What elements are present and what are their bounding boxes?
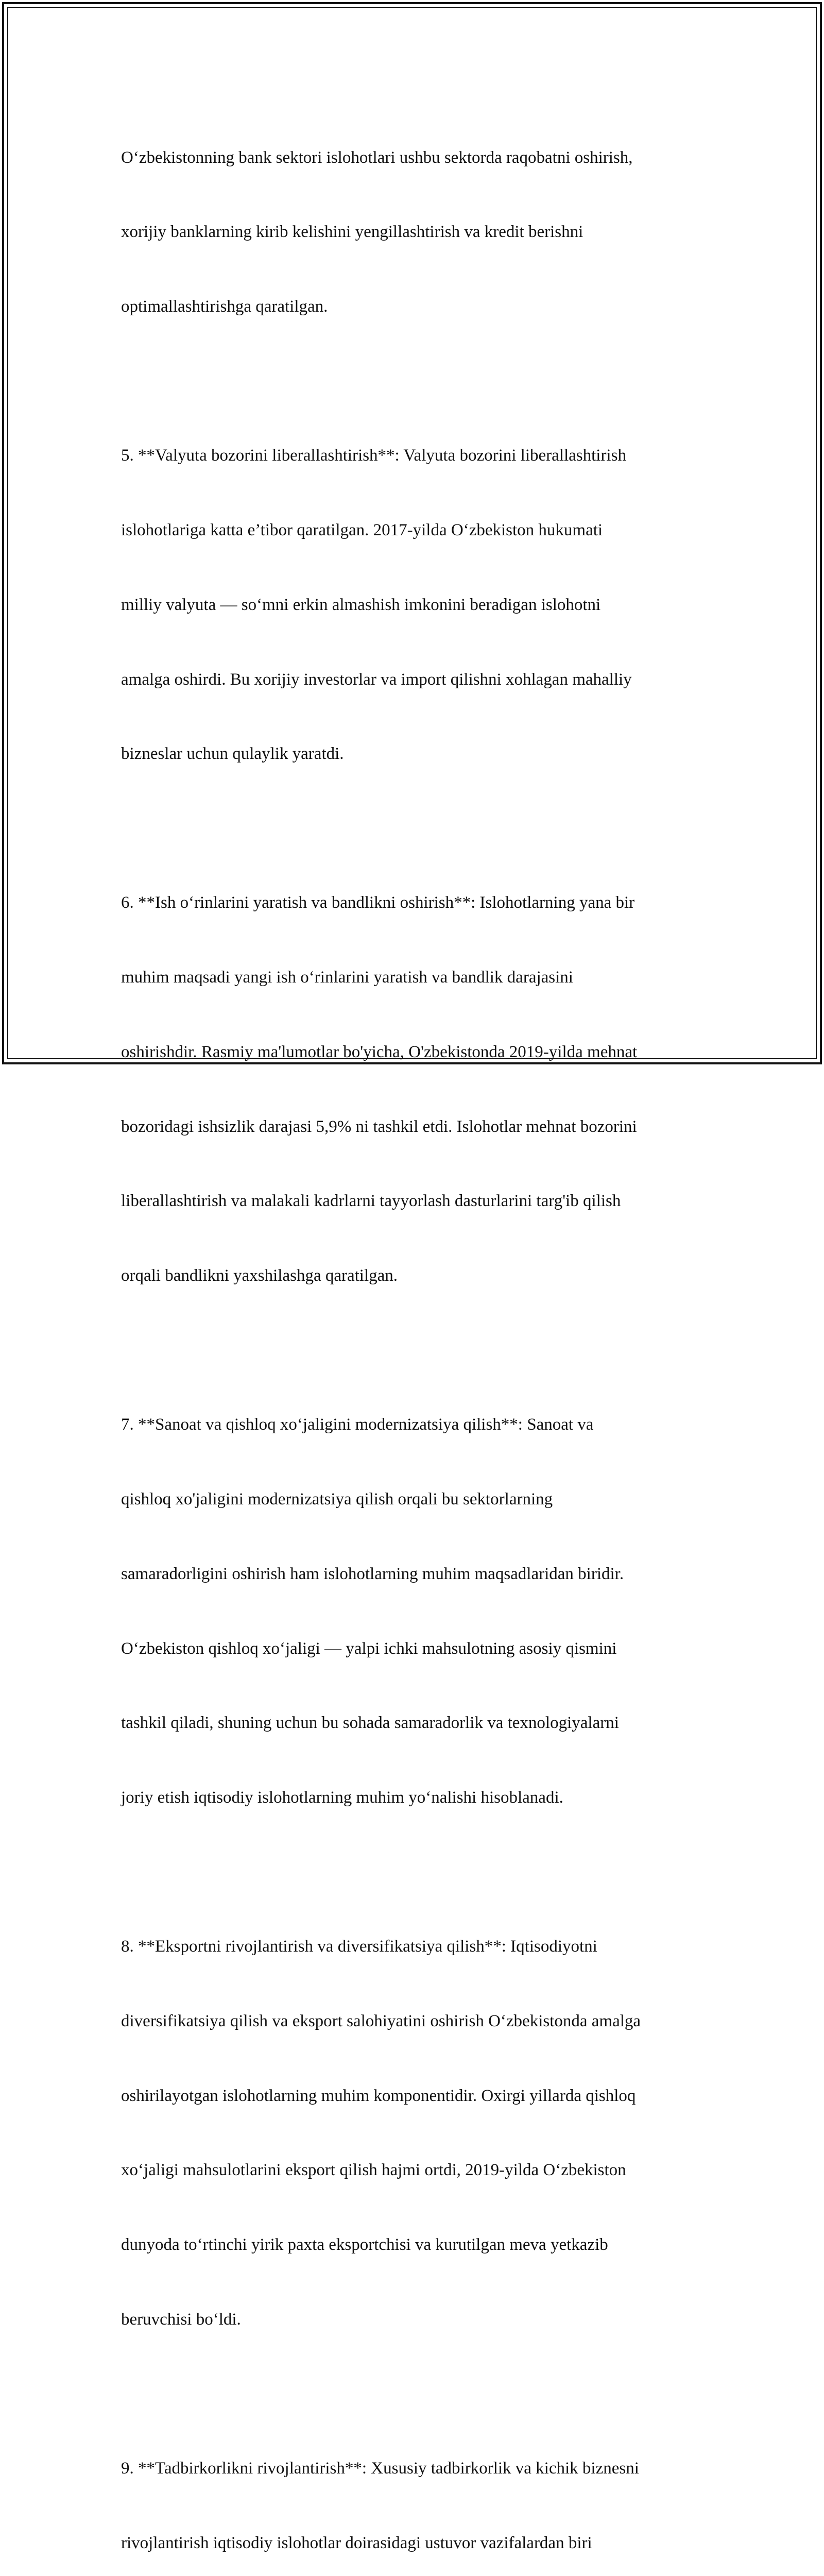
- text-line: O‘zbekistonning bank sektori islohotlari ushbu sektorda raqobatni oshirish,: [121, 148, 633, 167]
- paragraph-bank-sector: [121, 95, 700, 369]
- text-line: 5. **Valyuta bozorini liberallashtirish**: Valyuta bozorini liberallashtirish: [121, 446, 626, 465]
- text-line: samaradorligini oshirish ham islohotlarning muhim maqsadlaridan biridir.: [121, 1564, 624, 1583]
- document-body: [121, 95, 700, 2576]
- text-line: 8. **Eksportni rivojlantirish va diversifikatsiya qilish**: Iqtisodiyotni: [121, 1937, 597, 1956]
- text-line: islohotlariga katta e’tibor qaratilgan. 2017-yilda O‘zbekiston hukumati: [121, 520, 603, 539]
- paragraph-export: [121, 1884, 700, 2382]
- text-line: bizneslar uchun qulaylik yaratdi.: [121, 744, 344, 764]
- paragraph-entrepreneurship: [121, 2406, 700, 2576]
- text-line: joriy etish iqtisodiy islohotlarning muhim yo‘nalishi hisoblanadi.: [121, 1788, 563, 1807]
- text-line: liberallashtirish va malakali kadrlarni tayyorlash dasturlarini targ'ib qilish: [121, 1192, 621, 1211]
- text-line: orqali bandlikni yaxshilashga qaratilgan.: [121, 1266, 398, 1285]
- text-line: 6. **Ish o‘rinlarini yaratish va bandlikni oshirish**: Islohotlarning yana bir: [121, 893, 635, 912]
- text-line: 9. **Tadbirkorlikni rivojlantirish**: Xususiy tadbirkorlik va kichik biznesni: [121, 2459, 639, 2478]
- paragraph-employment: [121, 840, 700, 1338]
- text-line: xo‘jaligi mahsulotlarini eksport qilish hajmi ortdi, 2019-yilda O‘zbekiston: [121, 2161, 626, 2180]
- text-line: 7. **Sanoat va qishloq xo‘jaligini modernizatsiya qilish**: Sanoat va: [121, 1415, 594, 1434]
- text-line: xorijiy banklarning kirib kelishini yengillashtirish va kredit berishni: [121, 223, 583, 242]
- text-line: muhim maqsadi yangi ish o‘rinlarini yaratish va bandlik darajasini: [121, 968, 573, 987]
- text-line: optimallashtirishga qaratilgan.: [121, 297, 328, 316]
- text-line: diversifikatsiya qilish va eksport salohiyatini oshirish O‘zbekistonda amalga: [121, 2011, 641, 2030]
- text-line: amalga oshirdi. Bu xorijiy investorlar va import qilishni xohlagan mahalliy: [121, 670, 632, 689]
- text-line: bozoridagi ishsizlik darajasi 5,9% ni tashkil etdi. Islohotlar mehnat bozorini: [121, 1117, 637, 1136]
- text-line: tashkil qiladi, shuning uchun bu sohada samaradorlik va texnologiyalarni: [121, 1714, 619, 1733]
- text-line: milliy valyuta — so‘mni erkin almashish imkonini beradigan islohotni: [121, 595, 601, 614]
- text-line: beruvchisi bo‘ldi.: [121, 2310, 241, 2329]
- text-line: dunyoda to‘rtinchi yirik paxta eksportchisi va kurutilgan meva yetkazib: [121, 2235, 608, 2255]
- paragraph-industry-agriculture: [121, 1362, 700, 1860]
- text-line: oshirilayotgan islohotlarning muhim komponentidir. Oxirgi yillarda qishloq: [121, 2086, 636, 2105]
- text-line: O‘zbekiston qishloq xo‘jaligi — yalpi ichki mahsulotning asosiy qismini: [121, 1639, 617, 1658]
- paragraph-currency-liberalization: [121, 393, 700, 816]
- text-line: rivojlantirish iqtisodiy islohotlar doirasidagi ustuvor vazifalardan biri: [121, 2533, 592, 2552]
- text-line: oshirishdir. Rasmiy ma'lumotlar bo'yicha, O'zbekistonda 2019-yilda mehnat: [121, 1042, 638, 1061]
- text-line: qishloq xo'jaligini modernizatsiya qilish orqali bu sektorlarning: [121, 1489, 553, 1509]
